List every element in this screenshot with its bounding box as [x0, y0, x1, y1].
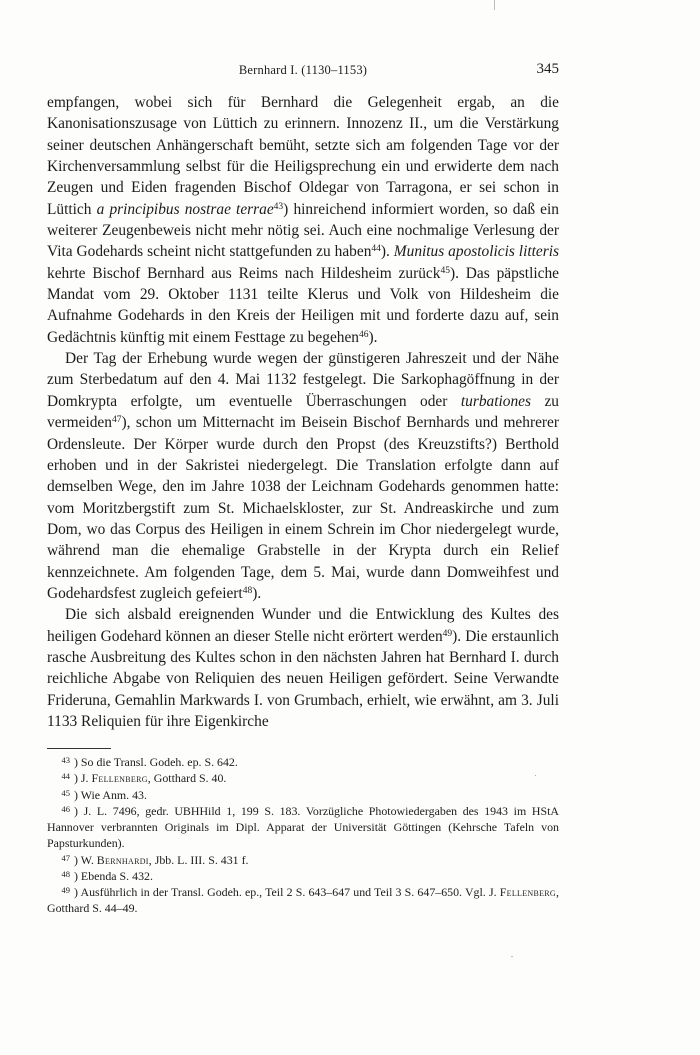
italic-latin-term: turbationes: [460, 392, 531, 410]
italic-latin-quote: a principibus nostrae terrae: [96, 200, 274, 218]
footnote-49: $^{49}$ ) Ausführlich in der Transl. Godeh. ep., Teil 2 S. 643–647 und Teil 3 S. 647–650. Vgl. J. Fellenberg, Gotthard S. 44–49.: [47, 885, 559, 916]
footnote-ref-49[interactable]: 49: [442, 628, 453, 639]
text-span: zu vermeiden: [47, 392, 560, 432]
footnote-ref-46[interactable]: 46: [359, 329, 369, 340]
paragraph-3: [47, 604, 559, 732]
footnote-text: ) Wie Anm. 43.: [74, 787, 147, 802]
text-span: ).: [380, 243, 394, 261]
footnote-text: , Jbb. L. III. S. 431 f.: [148, 852, 249, 867]
text-span: Die sich alsbald ereignenden Wunder und die Entwicklung des Kultes des heiligen Godehard können an dieser Stelle nicht erörtert werden: [47, 606, 559, 645]
footnote-ref-44[interactable]: 44: [371, 244, 381, 255]
footnote-47: $^{47}$ ) W. Bernhardi, Jbb. L. III. S. 431 f.: [61, 852, 249, 867]
footnote-text: , Gotthard S. 44–49.: [47, 885, 559, 916]
footnote-ref-48[interactable]: 48: [242, 585, 253, 596]
footnote-text: ) Ebenda S. 432.: [74, 868, 153, 883]
footnotes: [47, 754, 559, 917]
footnote-text: ) W.: [74, 852, 97, 867]
text-span: ), schon um Mitternacht im Beisein Bischof Bernhards und mehrerer Ordensleute. Der Körper wurde durch den Propst (des Kreuzstifts?) Berthold erhoben und in der Sakristei niedergelegt. Die Translation erfolgte dann auf demselben Wege, den im Jahre 1038 der Leichnam Godehards genommen hatte: vom Moritzbergstift zum St. Michaelskloster, zur St. Andreaskirche und zum Dom, wo das Corpus des Heiligen in einem Schrein im Chor niedergelegt wurde, während man die ehemalige Grabstelle in der Krypta durch ein Relief kennzeichnete. Am folgenden Tage, dem 5. Mai, wurde dann Domweihfest und Godehardsfest zugleich gefeiert: [47, 414, 559, 602]
footnote-text: ) J.: [74, 771, 92, 786]
footnote-46: $^{46}$ ) J. L. 7496, gedr. UBHHild 1, 199 S. 183. Vorzügliche Photowiedergaben des 1943 im HStA Hannover verbrannten Originals im Dipl. Apparat der Universität Göttingen (Kehrsche Tafeln von Papsturkunden).: [47, 803, 559, 851]
page-header: [47, 62, 559, 82]
italic-latin-quote: Munitus apostolicis litteris: [393, 243, 559, 261]
running-title: Bernhard I. (1130–1153): [238, 63, 368, 77]
text-span: ). Die erstaunlich rasche Ausbreitung des Kultes schon in den nächsten Jahren hat Bernhard I. durch reichliche Abgabe von Reliquien des neuen Heiligen gefördert. Seine Verwandte Frideruna, Gemahlin Markwards I. von Grumbach, erhielt, wie erwähnt, am 3. Juli 1133 Reliquien für ihre Eigenkirche: [47, 627, 559, 730]
footnote-text: ) So die Transl. Godeh. ep. S. 642.: [74, 755, 238, 769]
footnote-ref-47[interactable]: 47: [111, 415, 122, 426]
footnote-43: $^{43}$ ) So die Transl. Godeh. ep. S. 642.: [61, 755, 238, 769]
footnote-separator: [47, 748, 111, 749]
footnote-ref-45[interactable]: 45: [440, 265, 450, 276]
footnote-44: $^{44}$ ) J. Fellenberg, Gotthard S. 40.: [61, 771, 227, 786]
author-name: Fellenberg: [499, 885, 557, 899]
text-span: ).: [252, 584, 262, 602]
paragraph-2: [47, 348, 559, 604]
text-span: ) hinreichend informiert worden, so daß ein weiterer Zeugenbeweis nicht mehr nötig sei. Auch eine nochmalige Verlesung der Vita Godehards scheint nicht stattgefunden zu haben: [47, 200, 559, 261]
footnote-text: ) J. L. 7496, gedr. UBHHild 1, 199 S. 183. Vorzügliche Photowiedergaben des 1943 im HStA Hannover verbrannten Originals im Dipl. Apparat der Universität Göttingen (Kehrsche Tafeln von Papsturkunden).: [47, 803, 559, 851]
author-name: Fellenberg: [91, 771, 148, 786]
footnote-45: $^{45}$ ) Wie Anm. 43.: [61, 787, 147, 802]
footnote-text: ) Ausführlich in der Transl. Godeh. ep., Teil 2 S. 643–647 und Teil 3 S. 647–650. Vgl. J.: [74, 885, 500, 899]
text-span: ).: [368, 328, 378, 346]
author-name: Bernhardi: [96, 852, 149, 867]
body-text: [47, 92, 559, 732]
page-number: 345: [536, 61, 559, 77]
paragraph-1: [47, 92, 559, 348]
footnote-ref-43[interactable]: 43: [273, 201, 284, 212]
text-span: empfangen, wobei sich für Bernhard die Gelegenheit ergab, an die Kanonisationszusage von Lüttich zu erinnern. Innozenz II., um die Verstärkung seiner deutschen Anhängerschaft bemüht, setzte sich am folgenden Tage vor der Kirchenversammlung selbst für die Heiligsprechung ein und erwiderte dem nach Zeugen und Eiden fragenden Bischof Oldegar von Tarragona, er sei schon in Lüttich: [47, 94, 559, 218]
text-span: kehrte Bischof Bernhard aus Reims nach Hildesheim zurück: [47, 264, 441, 282]
text-span: Der Tag der Erhebung wurde wegen der günstigeren Jahreszeit und der Nähe zum Sterbedatum auf den 4. Mai 1132 festgelegt. Die Sarkophagöffnung in der Domkrypta erfolgte, um eventuelle Überraschungen oder: [47, 350, 559, 410]
paper-speck: [511, 956, 513, 957]
footnote-text: , Gotthard S. 40.: [147, 771, 227, 786]
footnote-48: $^{48}$ ) Ebenda S. 432.: [61, 868, 153, 883]
text-span: ). Das päpstliche Mandat vom 29. Oktober 1131 teilte Klerus und Volk von Hildesheim die Aufnahme Godehards in den Kreis der Heiligen mit und forderte dazu auf, sein Gedächtnis künftig mit einem Festtage zu begehen: [47, 264, 559, 346]
margin-mark: [494, 0, 495, 10]
